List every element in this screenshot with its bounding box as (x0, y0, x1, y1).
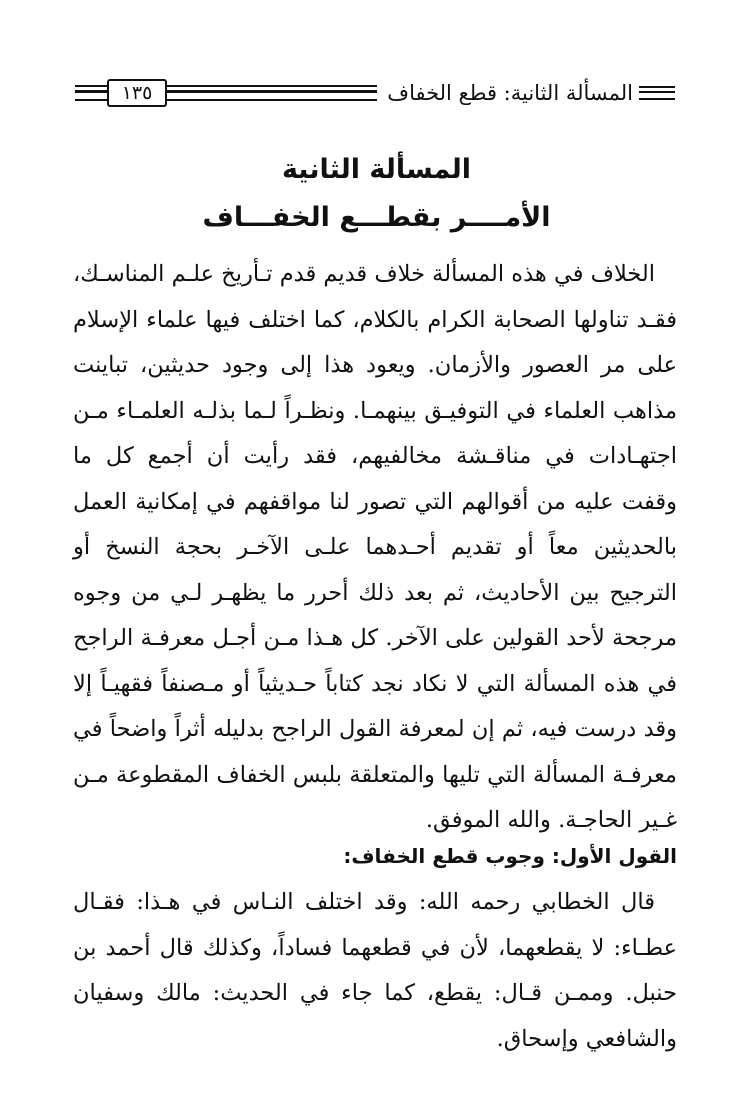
header-rule-left (75, 85, 107, 101)
page-number: ١٣٥ (107, 79, 167, 107)
section-title: القول الأول: وجوب قطع الخفاف: (343, 844, 677, 868)
chapter-title: المسألة الثانية: قطع الخفاف (387, 81, 633, 105)
intro-paragraph: الخلاف في هذه المسألة خلاف قديم قدم تـأريخ علـم المناسـك، فقـد تناولها الصحابة الكرام بالكلام، كما اختلف فيها علماء الإسلام على مر العصور والأزمان. ويعود هذا إلى وجود حديثين، تباينت مذاهب العلماء في التوفيـق بينهمـا. ونظـراً لـما بذلـه العلمـاء مـن اجتهـادات في مناقـشة مخالفيهم، فقد رأيت أن أجمع كل ما وقفت عليه من أقوالهم التي تصور لنا مواقفهم في إمكانية العمل بالحديثين معاً أو تقديم أحـدهما علـى الآخـر بحجة النسخ أو الترجيح بين الأحاديث، ثم بعد ذلك أحرر ما يظهـر لـي من وجوه مرجحة لأحد القولين على الآخر. كل هـذا مـن أجـل معرفـة الراجح في هذه المسألة التي لا نكاد نجد كتاباً حـديثياً أو مـصنفاً فقهيـاً إلا وقد درست فيه، ثم إن لمعرفة القول الراجح بدليله أثراً واضحاً في معرفـة المسألة التي تليها والمتعلقة بلبس الخفاف المقطوعة مـن غـير الحاجـة. والله الموفق. (73, 261, 677, 833)
running-header (75, 76, 675, 110)
issue-heading: المسألة الثانية (281, 154, 472, 185)
header-rule-right (639, 86, 675, 100)
topic-heading: الأمــــر بقطـــع الخفـــاف (202, 202, 551, 233)
section-paragraph: قال الخطابي رحمه الله: وقد اختلف النـاس في هـذا: فقـال عطـاء: لا يقطعهما، لأن في قطعهما فساداً، وكذلك قال أحمد بن حنبل. وممـن قـال: يقطع، كما جاء في الحديث: مالك وسفيان والشافعي وإسحاق. (73, 889, 677, 1052)
header-rule-middle (167, 85, 377, 101)
intro-text (73, 252, 677, 844)
section-text (73, 880, 677, 1062)
